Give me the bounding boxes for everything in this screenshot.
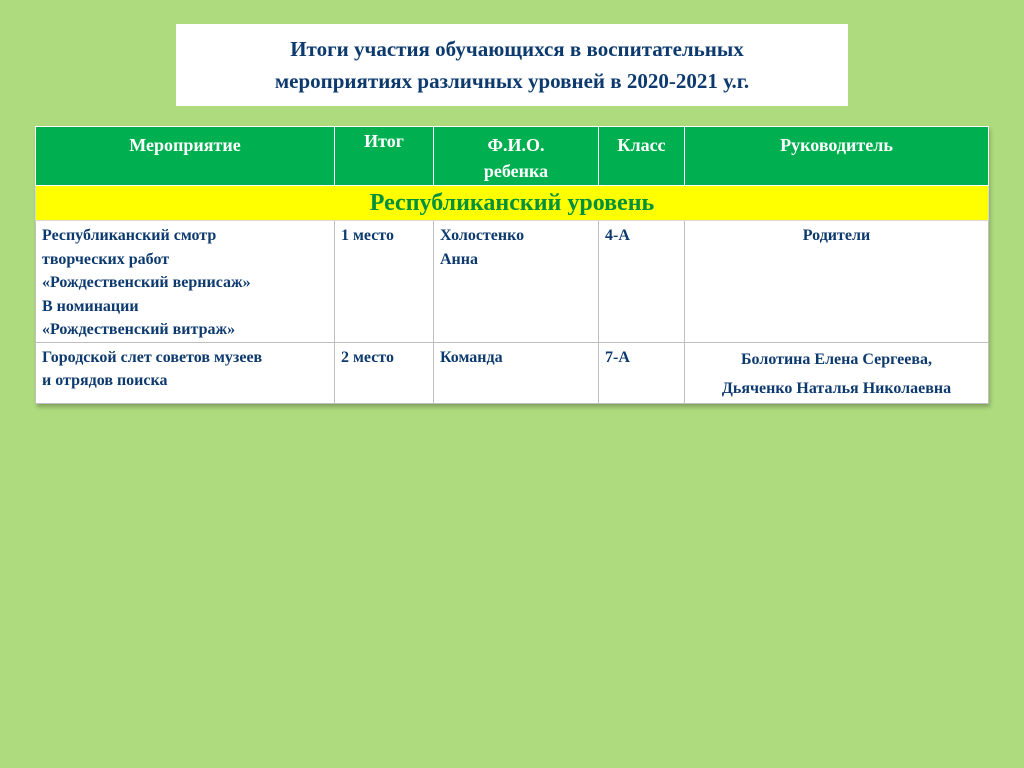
event-line: «Рождественский вернисаж» xyxy=(42,274,251,291)
event-line: и отрядов поиска xyxy=(42,372,168,389)
table-header-row xyxy=(36,127,989,186)
cell-event xyxy=(36,221,335,343)
event-line: В номинации xyxy=(42,297,139,315)
cell-class: 4-А xyxy=(599,221,685,343)
cell-leader xyxy=(685,221,989,343)
header-fio-line-2: ребенка xyxy=(483,161,549,181)
title-line-1: Итоги участия обучающихся в воспитательных xyxy=(290,37,744,61)
cell-result: 2 место xyxy=(335,342,434,403)
event-line: «Рождественский витраж» xyxy=(42,321,236,338)
slide-title xyxy=(176,24,848,106)
leader-line: Болотина Елена Сергеева, xyxy=(740,350,933,368)
table-row xyxy=(36,342,989,403)
cell-fio xyxy=(434,342,599,403)
leader-line: Родители xyxy=(802,227,871,244)
event-line: Городской слет советов музеев xyxy=(42,348,263,366)
header-fio-line-1: Ф.И.О. xyxy=(487,135,545,155)
header-fio xyxy=(434,127,599,186)
level-row xyxy=(36,186,989,221)
cell-leader xyxy=(685,342,989,403)
fio-line: Холостенко xyxy=(440,227,525,244)
fio-line: Анна xyxy=(440,250,478,268)
leader-line: Дьяченко Наталья Николаевна xyxy=(721,379,952,397)
cell-fio xyxy=(434,221,599,343)
header-leader: Руководитель xyxy=(685,127,989,186)
header-class: Класс xyxy=(599,127,685,186)
title-line-2: мероприятиях различных уровней в 2020-2021 у.г. xyxy=(274,69,750,93)
fio-line: Команда xyxy=(440,348,503,366)
table-row xyxy=(36,221,989,343)
cell-class: 7-А xyxy=(599,342,685,403)
header-result: Итог xyxy=(335,127,434,186)
results-table-wrapper xyxy=(35,126,988,404)
header-event: Мероприятие xyxy=(36,127,335,186)
results-table xyxy=(35,126,989,404)
event-line: творческих работ xyxy=(42,250,170,268)
level-label: Республиканский уровень xyxy=(36,186,989,221)
event-line: Республиканский смотр xyxy=(42,227,217,244)
cell-event xyxy=(36,342,335,403)
cell-result: 1 место xyxy=(335,221,434,343)
